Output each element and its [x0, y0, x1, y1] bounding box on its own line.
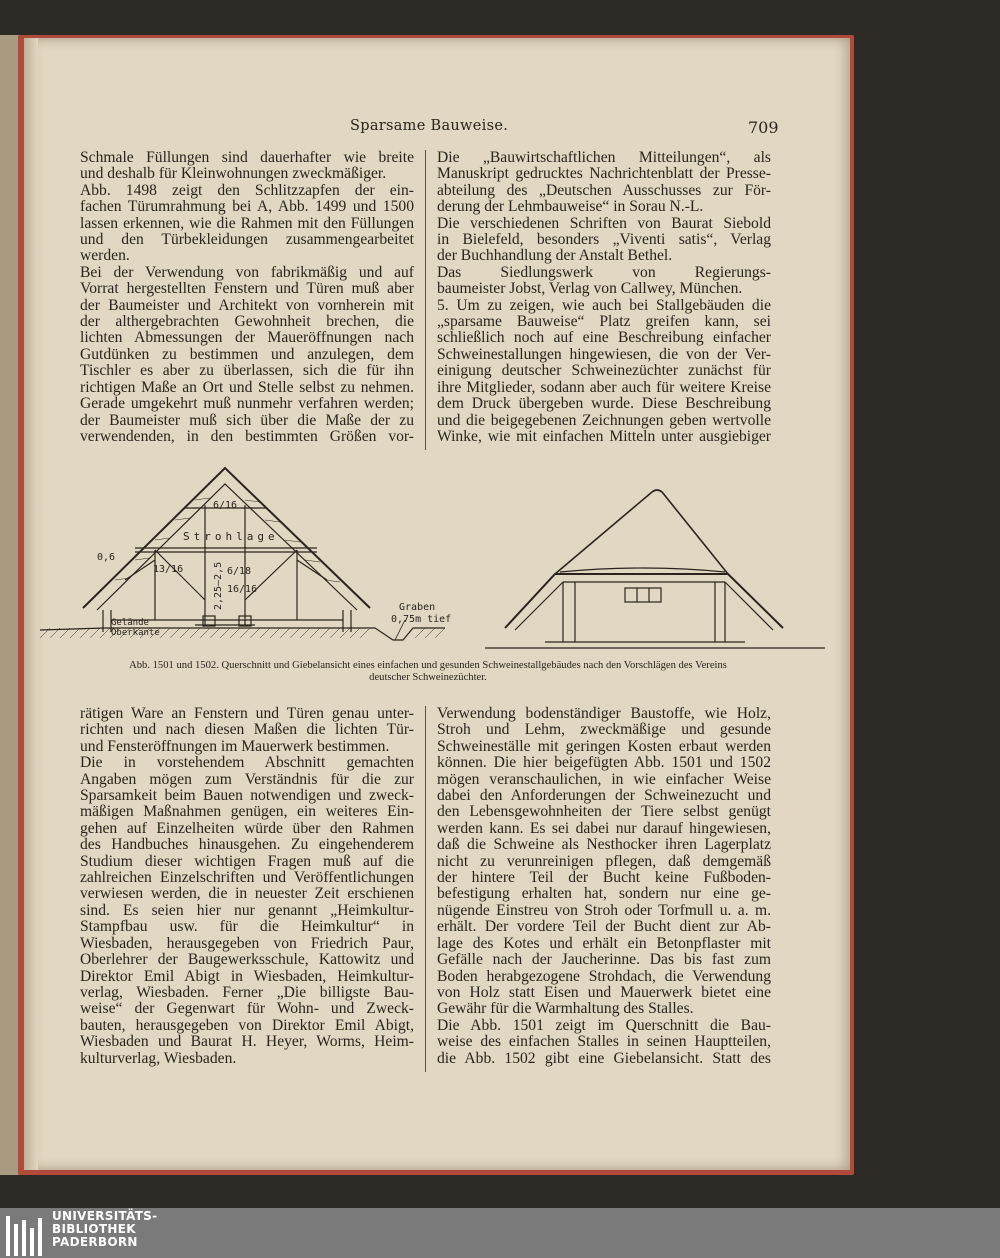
tie-beam: [135, 548, 317, 552]
text-line: weise“ der Gegenwart für Wohn- und Zweck-: [80, 1000, 414, 1018]
text-line: 5. Um zu zeigen, wie auch bei Stallgebäuden die: [437, 296, 771, 314]
ground-hatch: [40, 628, 445, 638]
text-line: Oberlehrer der Baugewerksschule, Kattowitz und: [80, 951, 414, 969]
label-6-16-top: 6/16: [213, 500, 238, 511]
text-line: Bei der Verwendung von fabrikmäßig und auf: [80, 263, 414, 281]
ground-line: [40, 628, 445, 640]
text-line: Gutdünken zu bestimmen und anzulegen, dem: [80, 345, 414, 363]
text-line: richten und nach diesen Maßen die lichten Tür-: [80, 721, 414, 739]
library-name-line-1: UNIVERSITÄTS-: [52, 1209, 158, 1223]
label-oberkante: Oberkante: [111, 628, 160, 638]
label-strohlage: Strohlage: [183, 530, 279, 543]
text-line: der althergebrachten Gewohnheit brechen, die: [80, 313, 414, 331]
label-13-16: 13/16: [153, 564, 184, 575]
library-name-line-3: PADERBORN: [52, 1235, 138, 1249]
text-line: lage des Kotes und erhält ein Betonpflaster mit: [437, 934, 771, 952]
figure-schweinestall: [35, 460, 830, 660]
text-line: kulturverlag, Wiesbaden.: [80, 1049, 237, 1067]
text-line: rätigen Ware an Fenstern und Türen genau unter-: [80, 705, 414, 722]
text-line: baumeister Jobst, Verlag von Callwey, München.: [437, 280, 743, 298]
text-line: Gefälle nach der Jaucherinne. Das bis fast zum: [437, 951, 771, 969]
label-6-18: 6/18: [227, 566, 252, 577]
left-wall: [103, 610, 111, 632]
text-line: der Buchhandlung der Anstalt Bethel.: [437, 247, 673, 265]
text-line: Gerade umgekehrt muß nunmehr verfahren werden;: [80, 395, 414, 413]
text-line: erhält. Der vordere Teil der Bucht dient zur Ab-: [437, 918, 771, 936]
library-name-line-2: BIBLIOTHEK: [52, 1222, 136, 1236]
library-logo-icon: [4, 1214, 44, 1258]
text-line: Angaben mögen zum Verständnis für die zur: [80, 770, 414, 788]
label-16-16: 16/16: [227, 584, 258, 595]
text-line: Schweineställe mit geringen Kosten erbaut werden: [437, 737, 771, 755]
text-line: verwendenden, in den bestimmten Größen vor-: [80, 427, 414, 445]
gable-posts: [575, 582, 715, 642]
text-line: Stroh und Lehm, zweckmäßige und gesunde: [437, 721, 771, 739]
caption-line-2: deutscher Schweinezüchter.: [369, 672, 487, 683]
text-line: richtigen Maße an Ort und Stelle selbst zu nehmen.: [80, 378, 414, 396]
right-wall: [343, 610, 351, 632]
column-divider-bottom: [425, 706, 426, 1072]
text-line: mögen veranschaulichen, in wie einfacher Weise: [437, 770, 771, 788]
page-number: 709: [748, 118, 779, 137]
label-graben-tief: 0,75m tief: [391, 614, 452, 625]
text-line: und Fensteröffnungen im Mauerwerk bestimmen.: [80, 737, 390, 755]
text-line: zahlreichen Einzelschriften und Veröffentlichungen: [80, 869, 414, 887]
gable-thatch-arc: [560, 568, 725, 572]
text-line: abteilung des „Deutschen Ausschusses zur För-: [437, 181, 771, 199]
text-line: und den Türbekleidungen zusammengearbeitet: [80, 231, 414, 249]
text-line: verwiesen werden, die in neuester Zeit erschienen: [80, 885, 414, 903]
text-line: und deshalb für Kleinwohnungen zweckmäßiger.: [80, 165, 387, 183]
text-line: Verwendung bodenständiger Baustoffe, wie Holz,: [437, 705, 771, 722]
text-line: den Lebensgewohnheiten der Tiere selbst genügt: [437, 803, 771, 821]
cross-section-labels: [97, 500, 451, 638]
figure-caption: [72, 660, 784, 684]
text-line: verlag, Wiesbaden. Ferner „Die billigste Bau-: [80, 983, 414, 1001]
gable-thatch: [555, 490, 728, 574]
text-line: Gewähr für die Warmhaltung des Stalles.: [437, 1000, 694, 1018]
text-line: Die Abb. 1501 zeigt im Querschnitt die Bau-: [437, 1016, 771, 1034]
text-line: schließlich noch auf eine Beschreibung einfacher: [437, 329, 771, 347]
text-line: der hintere Teil der Bucht keine Fußboden-: [437, 869, 771, 887]
text-line: können. Die hier beigefügten Abb. 1501 und 1502: [437, 754, 771, 772]
left-column-top: [80, 150, 414, 445]
label-gelaende: Gelände: [111, 618, 149, 628]
text-line: Tischler es aber zu überlassen, sich die für ihn: [80, 362, 414, 380]
text-line: daß die Schweine als Nesthocker ihren Lagerplatz: [437, 836, 771, 854]
caption-line-1: Abb. 1501 und 1502. Querschnitt und Giebelansicht eines einfachen und gesunden Schweinestallgebäudes nach den Vorschlägen des Vereins: [129, 660, 727, 671]
text-line: Das Siedlungswerk von Regierungs-: [437, 263, 771, 281]
text-line: der Baumeister muß sich über die Maße der zu: [80, 411, 414, 429]
text-line: Die „Bauwirtschaftlichen Mitteilungen“, als: [437, 149, 771, 166]
text-line: nicht zu verunreinigen pflegen, daß demgemäß: [437, 852, 771, 870]
roof-slope-inner: [515, 582, 773, 630]
gable-view-drawing: [485, 490, 825, 648]
text-line: werden kann. Es sei dabei nur darauf hingewiesen,: [437, 819, 771, 837]
text-line: Abb. 1498 zeigt den Schlitzzapfen der ein-: [80, 181, 414, 199]
label-graben: Graben: [399, 602, 436, 613]
text-line: „sparsame Bauweise“ Platz greifen kann, sei: [437, 313, 771, 331]
text-line: lichten Abmessungen der Maueröffnungen nach: [80, 329, 414, 347]
text-line: Wiesbaden und Baurat H. Heyer, Worms, Heim-: [80, 1033, 414, 1051]
text-line: befestigung erhalten hat, sondern nur eine ge-: [437, 885, 771, 903]
text-line: bauten, herausgegeben von Direktor Emil Abigt,: [80, 1016, 414, 1034]
running-title: Sparsame Bauweise.: [350, 118, 509, 134]
text-line: Vorrat hergestellten Fenstern und Türen muß aber: [80, 280, 414, 298]
text-line: Sparsamkeit beim Bauen notwendigen und zweck-: [80, 787, 414, 805]
text-line: Boden herabgezogene Strohdach, die Verwendung: [437, 967, 771, 985]
window-bars: [637, 588, 649, 602]
text-line: Stampfbau usw. für die Heimkultur“ in: [80, 918, 414, 936]
right-column-top: [437, 150, 771, 445]
text-line: Direktor Emil Abigt in Wiesbaden, Heimkultur-: [80, 967, 414, 985]
text-line: der Baumeister und Architekt von vornherein mit: [80, 296, 414, 314]
label-height: 2,25–2,5: [213, 561, 224, 610]
text-line: sind. Es seien hier nur genannt „Heimkultur-: [80, 901, 414, 919]
library-name: [52, 1210, 157, 1249]
label-0-6: 0,6: [97, 552, 116, 563]
text-line: einigung deutscher Schweinezüchter zunächst für: [437, 362, 771, 380]
library-footer: [0, 1208, 1000, 1258]
text-line: dem Druck übergeben wurde. Diese Beschreibung: [437, 395, 771, 413]
text-line: nügende Einstreu von Stroh oder Torfmull u. a. m.: [437, 901, 771, 919]
gable-window: [625, 588, 661, 602]
text-line: Studium dieser wichtigen Fragen muß auf die: [80, 852, 414, 870]
text-line: von Holz statt Eisen und Mauerwerk bietet eine: [437, 983, 771, 1001]
text-line: lassen erkennen, wie die Rahmen mit den Füllungen: [80, 214, 414, 232]
text-line: Die in vorstehendem Abschnitt gemachten: [80, 754, 414, 772]
text-line: fachen Türumrahmung bei A, Abb. 1499 und 1500: [80, 198, 414, 216]
text-line: ihre Mitglieder, sodann aber auch für weitere Kreise: [437, 378, 771, 396]
left-column-bottom: [80, 706, 414, 1067]
text-line: Schmale Füllungen sind dauerhafter wie breite: [80, 149, 414, 166]
text-line: derung der Lehmbauweise“ in Sorau N.-L.: [437, 198, 704, 216]
text-line: gehen auf Einzelheiten würde über den Rahmen: [80, 819, 414, 837]
text-line: Wiesbaden, herausgegeben von Friedrich Paur,: [80, 934, 414, 952]
text-line: werden.: [80, 247, 130, 265]
text-line: Winke, wie mit einfachen Mitteln unter ausgiebiger: [437, 427, 771, 445]
text-line: weise des einfachen Stalles in seinen Hauptteilen,: [437, 1033, 771, 1051]
text-line: die Abb. 1502 gibt eine Giebelansicht. Statt des: [437, 1049, 771, 1067]
right-column-bottom: [437, 706, 771, 1067]
column-divider-top: [425, 150, 426, 450]
text-line: mäßigen Maßnahmen genügen, ein weiteres Ein-: [80, 803, 414, 821]
text-line: Schweinestallungen hingewiesen, die von der Ver-: [437, 345, 771, 363]
text-line: dabei den Anforderungen der Schweinezucht und: [437, 787, 771, 805]
text-line: des Handbuches hinausgehen. Zu eingehenderem: [80, 836, 414, 854]
text-line: Die verschiedenen Schriften von Baurat Siebold: [437, 214, 771, 232]
text-line: Manuskript gedrucktes Nachrichtenblatt der Presse-: [437, 165, 771, 183]
text-line: und die beigegebenen Zeichnungen geben wertvolle: [437, 411, 771, 429]
text-line: in Bielefeld, besonders „Viventi satis“, Verlag: [437, 231, 771, 249]
